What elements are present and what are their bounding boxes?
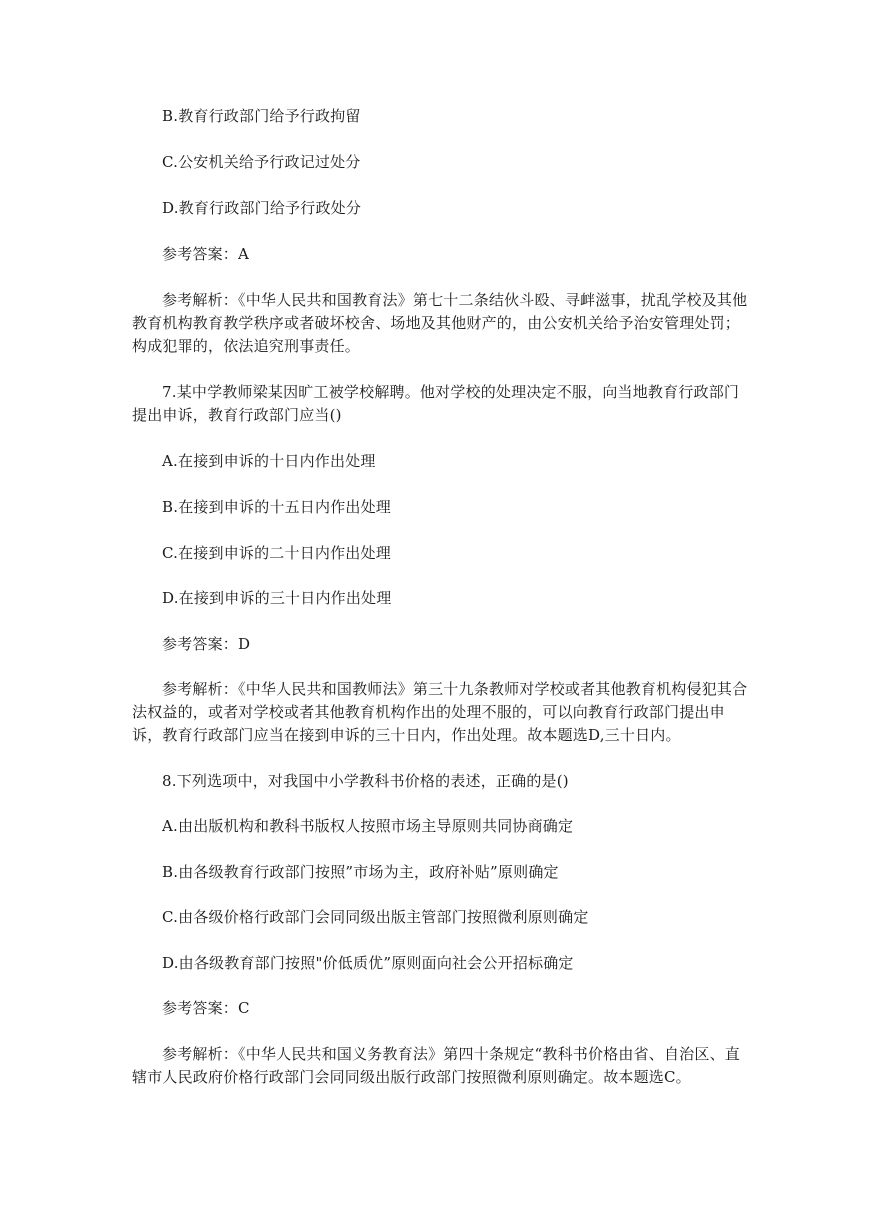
explanation-q7: 参考解析：《中华人民共和国教师法》第三十九条教师对学校或者其他教育机构侵犯其合法权益的，或者对学校或者其他教育机构作出的处理不服的，可以向教育行政部门提出申诉，教育行政部门应当在接到申诉的三十日内，作出处理。故本题选D,三十日内。 (132, 680, 748, 744)
question-7: 7.某中学教师梁某因旷工被学校解聘。他对学校的处理决定不服，向当地教育行政部门提出申诉，教育行政部门应当() (132, 383, 740, 424)
option-c-q7: C.在接到申诉的二十日内作出处理 (162, 544, 391, 562)
answer-q6: 参考答案：A (162, 245, 250, 263)
answer-q8: 参考答案：C (162, 999, 250, 1017)
option-a-q7: A.在接到申诉的十日内作出处理 (162, 452, 376, 470)
option-b-q8: B.由各级教育行政部门按照”市场为主，政府补贴”原则确定 (162, 863, 559, 881)
question-8: 8.下列选项中，对我国中小学教科书价格的表述，正确的是() (162, 772, 569, 790)
explanation-q8: 参考解析：《中华人民共和国义务教育法》第四十条规定“教科书价格由省、自治区、直辖市人民政府价格行政部门会同同级出版行政部门按照微利原则确定。故本题选C。 (132, 1045, 740, 1086)
option-d-q6: D.教育行政部门给予行政处分 (162, 199, 362, 217)
option-b-q6: B.教育行政部门给予行政拘留 (162, 107, 361, 125)
option-a-q8: A.由出版机构和教科书版权人按照市场主导原则共同协商确定 (162, 817, 574, 835)
option-c-q8: C.由各级价格行政部门会同同级出版主管部门按照微利原则确定 (162, 908, 589, 926)
option-b-q7: B.在接到申诉的十五日内作出处理 (162, 498, 391, 516)
option-c-q6: C.公安机关给予行政记过处分 (162, 153, 361, 171)
option-d-q7: D.在接到申诉的三十日内作出处理 (162, 589, 392, 607)
option-d-q8: D.由各级教育部门按照"价低质优”原则面向社会公开招标确定 (162, 954, 574, 972)
answer-q7: 参考答案：D (162, 635, 251, 653)
explanation-q6: 参考解析：《中华人民共和国教育法》第七十二条结伙斗殴、寻衅滋事，扰乱学校及其他教育机构教育教学秩序或者破坏校舍、场地及其他财产的，由公安机关给予治安管理处罚；构成犯罪的，依法追究刑事责任。 (132, 291, 748, 355)
